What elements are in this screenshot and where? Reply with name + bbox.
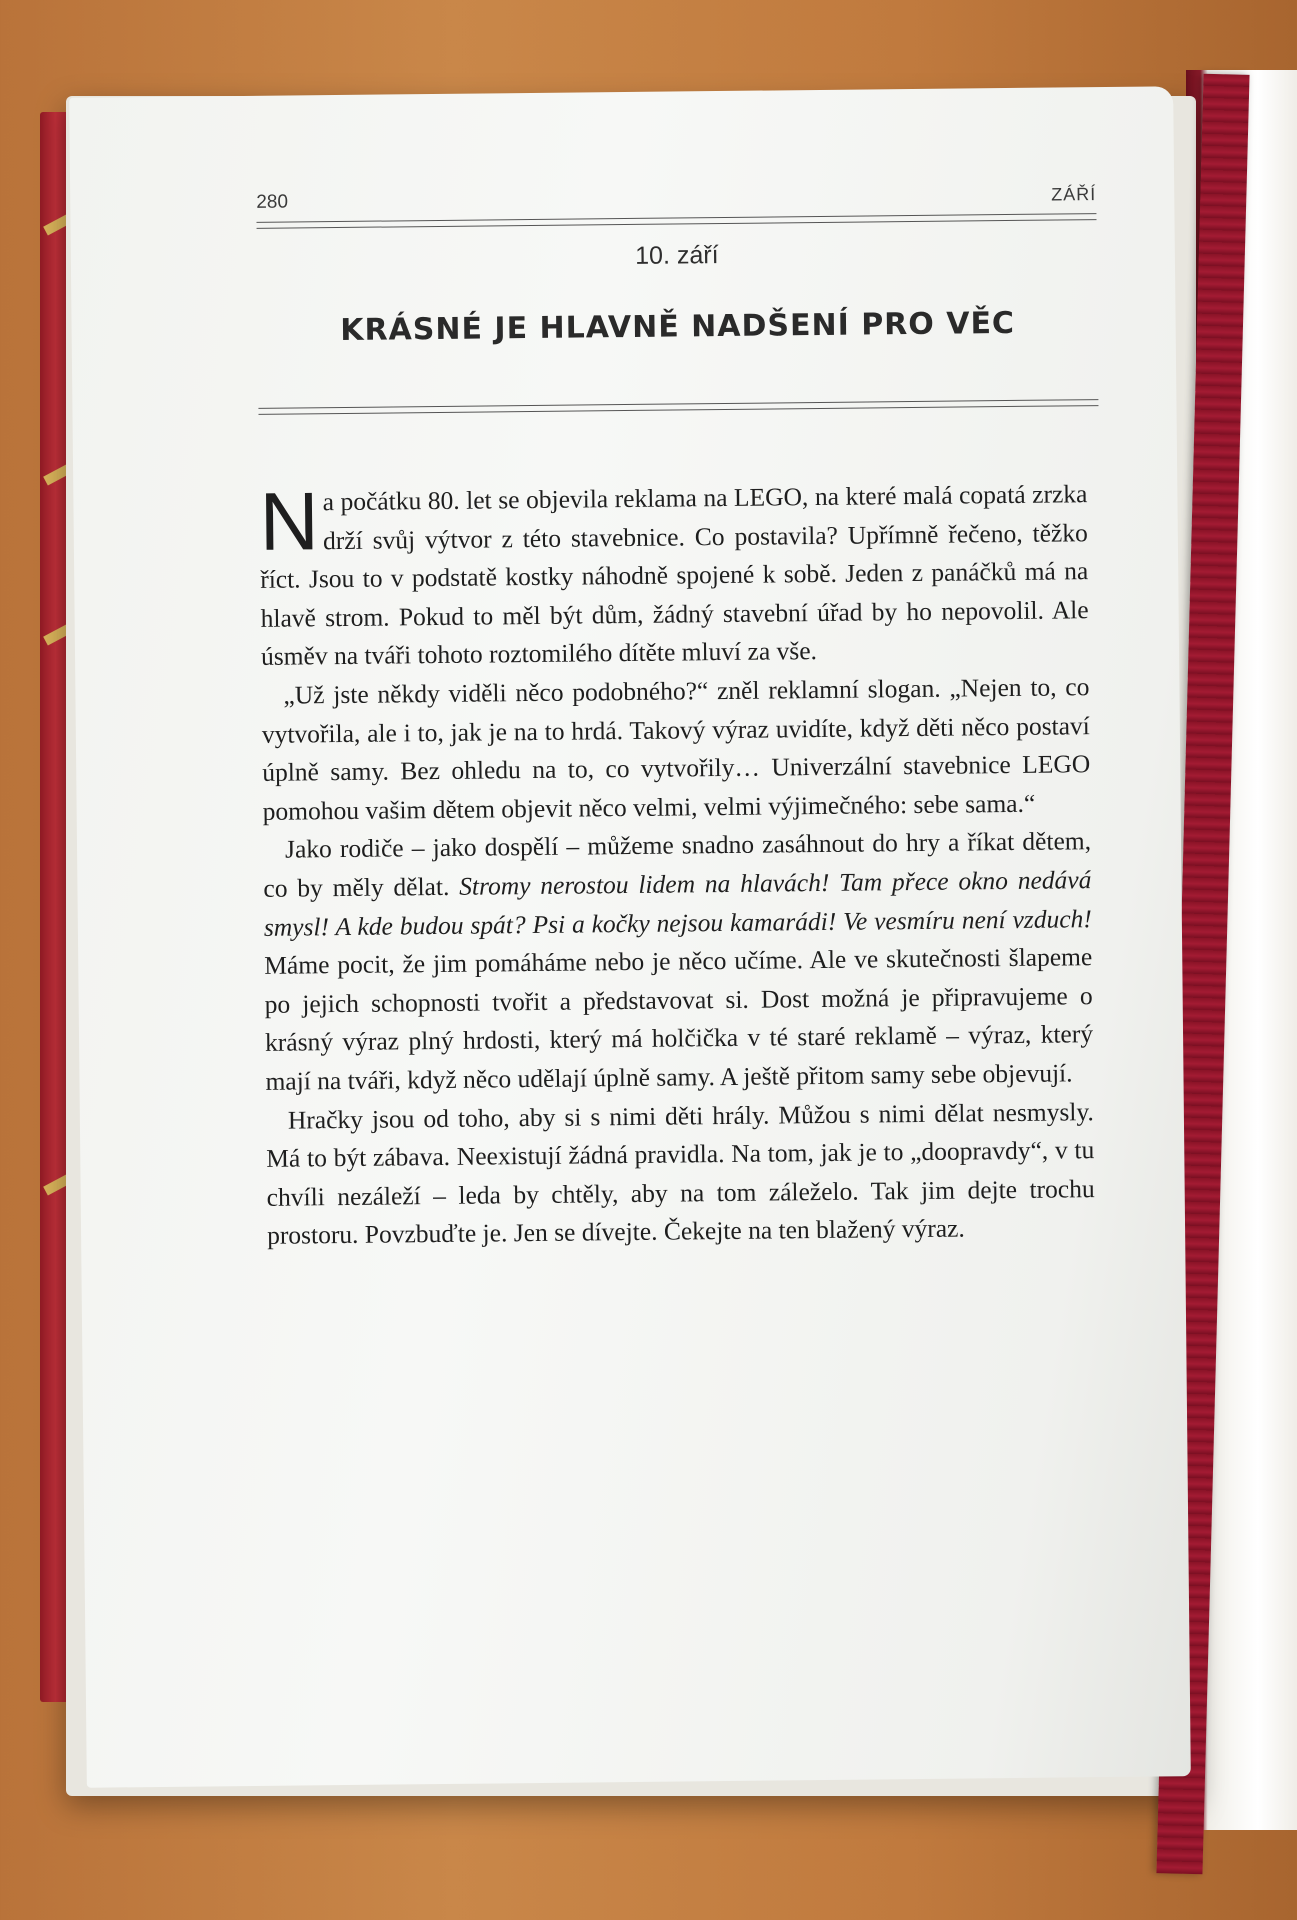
paragraph: „Už jste někdy viděli něco podobného?“ zněl reklamní slogan. „Nejen to, co vytvořila, ale i to, jak je na to hrdá. Takový výraz uvidíte, když děti něco postaví úplně samy. Bez ohledu na to, co vytvořily… Univerzální stavebnice LEGO pomohou vašim dětem objevit něco velmi, velmi výjimečného: sebe sama.“ bbox=[261, 672, 1091, 826]
paragraph-italic-text: Stromy nerostou lidem na hlavách! Tam přece okno nedává smysl! A kde budou spát? Psi a kočky nejsou kamarádi! Ve vesmíru není vzduch! bbox=[263, 865, 1092, 942]
running-section-title: ZÁŘÍ bbox=[1051, 184, 1097, 205]
drop-cap: N bbox=[259, 476, 320, 568]
title-divider bbox=[258, 399, 1098, 415]
entry-date: 10. září bbox=[635, 241, 719, 270]
paragraph-text: a počátku 80. let se objevila reklama na LEGO, na které malá copatá zrzka drží svůj výtvor z této stavebnice. Co postavila? Upřímně řečeno, těžko říct. Jsou to v podstatě kostky náhodně spojené k sobě. Jeden z panáčků má na hlavě strom. Pokud to měl být dům, žádný stavební úřad by ho nepovolil. Ale úsměv na tváři tohoto roztomilého dítěte mluví za vše. bbox=[260, 479, 1089, 672]
body-text bbox=[259, 475, 1095, 1256]
book-page bbox=[69, 86, 1191, 1787]
paragraph: Hračky jsou od toho, aby si s nimi děti hrály. Můžou s nimi dělat nesmysly. Má to být zábava. Neexistují žádná pravidla. Na tom, jak je to „doopravdy“, v tu chvíli nezáleží – leda by chtěly, aby na tom záleželo. Tak jim dejte trochu prostoru. Povzbuďte je. Jen se dívejte. Čekejte na ten blažený výraz. bbox=[266, 1096, 1095, 1251]
entry-title: KRÁSNÉ JE HLAVNĚ NADŠENÍ PRO VĚC bbox=[340, 305, 1016, 349]
paragraph bbox=[259, 475, 1089, 677]
paragraph-text: Máme pocit, že jim pomáháme nebo je něco učíme. Ale ve skutečnosti šlapeme po jejich schopnosti tvořit a představovat si. Dost možná je připravujeme o krásný výraz plný hrdosti, který má holčička v té staré reklamě – výraz, který mají na tváři, když něco udělají úplně samy. A ještě přitom samy sebe objevují. bbox=[264, 942, 1094, 1096]
running-head bbox=[256, 171, 1096, 220]
paragraph-text: Jako rodiče – jako dospělí – můžeme snadno zasáhnout do hry a říkat dětem, co by měly dělat. bbox=[263, 826, 1092, 903]
page-number: 280 bbox=[256, 191, 289, 213]
paragraph bbox=[263, 823, 1094, 1102]
